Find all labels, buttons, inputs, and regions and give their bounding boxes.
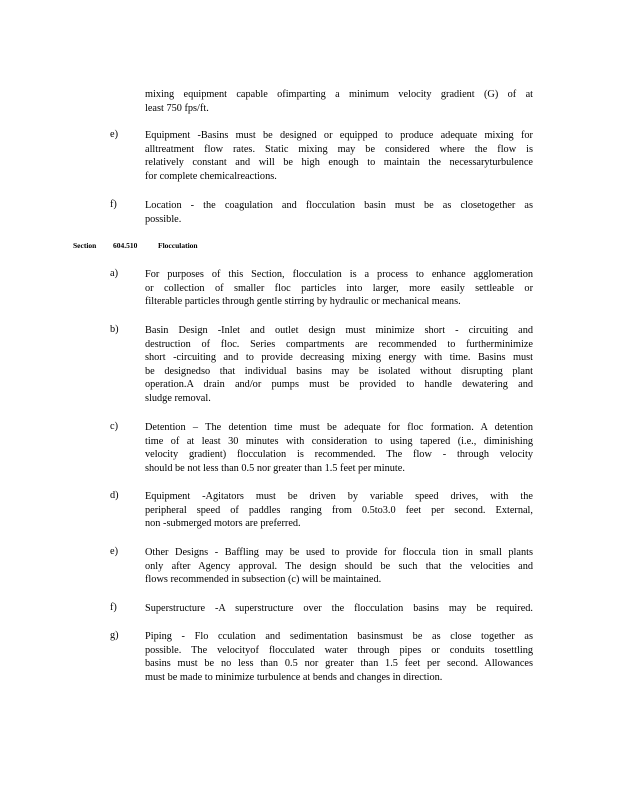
item-letter: b) xyxy=(110,324,119,335)
item-b-paragraph xyxy=(145,324,533,406)
text-line: only after Agency approval. The design should be such that the velocities and xyxy=(145,560,533,572)
item-letter: g) xyxy=(110,630,119,641)
text-line: Location - the coagulation and flocculation basin must be as closetogether as xyxy=(145,200,533,211)
text-line: peripheral speed of paddles ranging from 0.5to3.0 feet per second. External, xyxy=(145,504,533,516)
text-line: relatively constant and will be high enough to maintain the necessaryturbulence xyxy=(145,157,533,169)
text-line: filterable particles through gentle stirring by hydraulic or mechanical means. xyxy=(145,296,461,308)
text-line: possible. The velocityof flocculated water through pipes or conduits tosettling xyxy=(145,644,533,656)
text-line: Other Designs - Baffling may be used to provide for floccula tion in small plants xyxy=(145,547,533,558)
text-line: or collection of smaller floc particles into larger, more easily settleable or xyxy=(145,282,533,294)
text-line: For purposes of this Section, flocculation is a process to enhance agglomeration xyxy=(145,269,533,280)
text-line: should be not less than 0.5 nor greater than 1.5 feet per minute. xyxy=(145,462,405,474)
item-letter: e) xyxy=(110,129,118,140)
text-line: sludge removal. xyxy=(145,392,211,404)
item-letter: f) xyxy=(110,602,117,613)
text-line: Equipment -Agitators must be driven by variable speed drives, with the xyxy=(145,491,533,502)
item-g-paragraph xyxy=(145,630,533,684)
text-line: short -circuiting and to provide decreasing mixing energy with time. Basins must xyxy=(145,352,533,364)
text-line: must be made to minimize turbulence at bends and changes in direction. xyxy=(145,671,443,683)
text-line: operation.A drain and/or pumps must be provided to handle dewatering and xyxy=(145,379,533,391)
text-line: be designedso that individual basins may be isolated without disrupting plant xyxy=(145,365,533,377)
item-letter: e) xyxy=(110,546,118,557)
text-line: for complete chemicalreactions. xyxy=(145,170,277,182)
text-line: velocity gradient) flocculation is recommended. The flow - through velocity xyxy=(145,449,533,461)
item-e-mixing-paragraph xyxy=(145,129,533,183)
item-c-paragraph xyxy=(145,421,533,475)
item-e-paragraph xyxy=(145,546,533,587)
item-d-paragraph xyxy=(145,490,533,531)
item-letter: c) xyxy=(110,421,118,432)
text-line: least 750 fps/ft. xyxy=(145,102,209,114)
text-line: possible. xyxy=(145,213,182,225)
item-f-location-paragraph xyxy=(145,199,533,226)
item-letter: f) xyxy=(110,199,117,210)
text-line: destruction of floc. Series compartments are recommended to furtherminimize xyxy=(145,338,533,350)
text-line: Equipment -Basins must be designed or equipped to produce adequate mixing for xyxy=(145,130,533,141)
item-letter: a) xyxy=(110,268,118,279)
text-line: basins must be no less than 0.5 nor greater than 1.5 feet per second. Allowances xyxy=(145,658,533,670)
section-label: Section xyxy=(73,241,97,250)
text-line: Basin Design -Inlet and outlet design must minimize short - circuiting and xyxy=(145,325,533,336)
text-line: alltreatment flow rates. Static mixing may be considered where the flow is xyxy=(145,143,533,155)
section-number: 604.510 xyxy=(113,241,138,250)
text-line: Detention – The detention time must be adequate for floc formation. A detention xyxy=(145,422,533,433)
text-line: non -submerged motors are preferred. xyxy=(145,518,301,530)
text-line: Superstructure -A superstructure over the flocculation basins may be required. xyxy=(145,603,533,614)
text-line: time of at least 30 minutes with consideration to using tapered (i.e., diminishing xyxy=(145,435,533,447)
text-line: flows recommended in subsection (c) will be maintained. xyxy=(145,574,382,586)
item-a-paragraph xyxy=(145,268,533,309)
intro-paragraph xyxy=(145,88,533,115)
item-letter: d) xyxy=(110,490,119,501)
section-title: Flocculation xyxy=(158,241,198,250)
item-f-paragraph xyxy=(145,602,533,616)
text-line: Piping - Flo cculation and sedimentation basinsmust be as close together as xyxy=(145,631,533,642)
text-line: mixing equipment capable ofimparting a minimum velocity gradient (G) of at xyxy=(145,89,533,100)
